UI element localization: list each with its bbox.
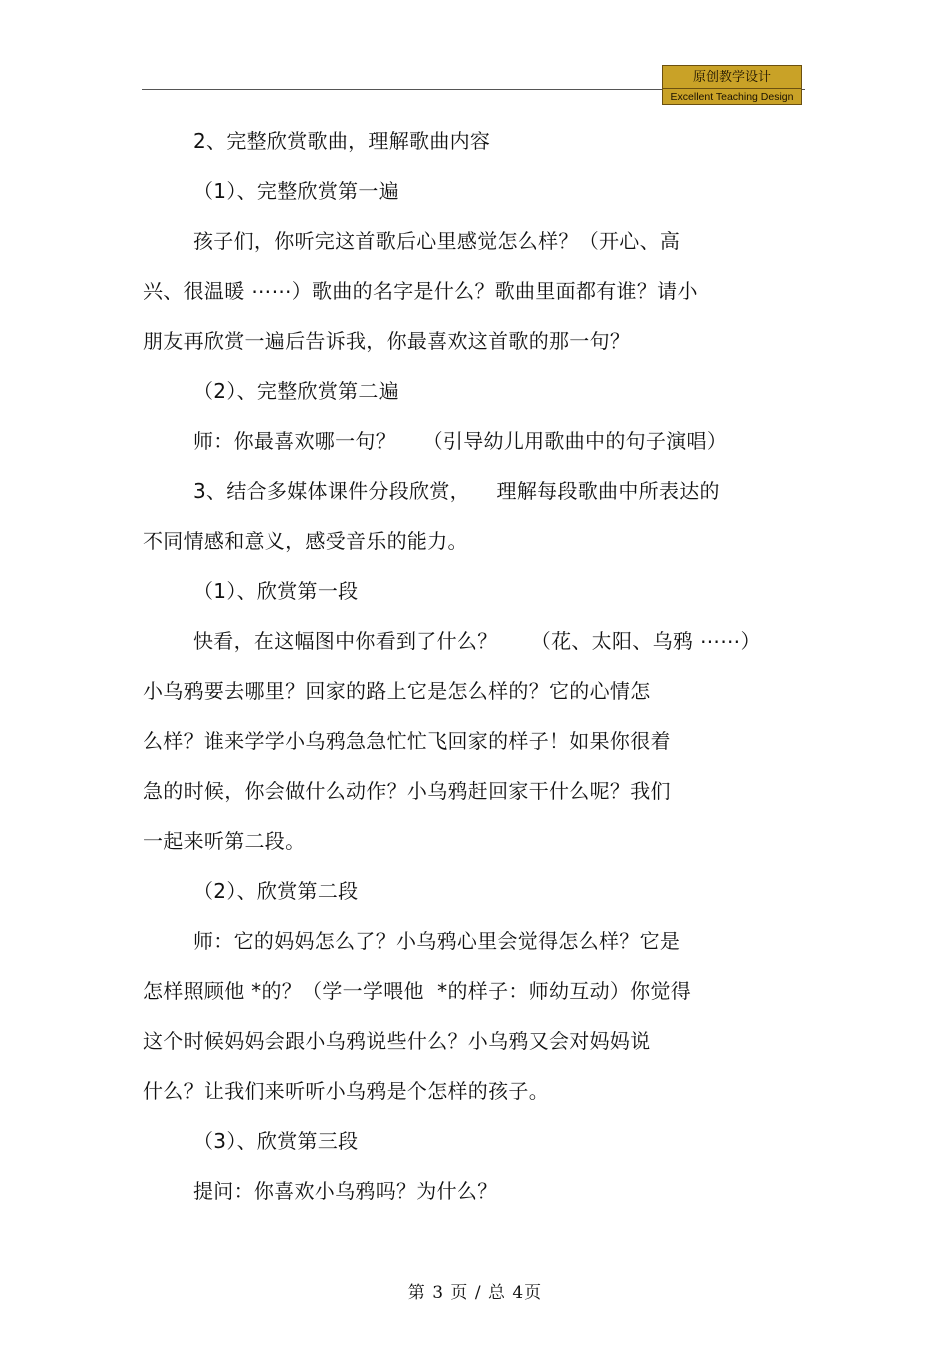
body-line: 这个时候妈妈会跟小乌鸦说些什么？小乌鸦又会对妈妈说	[143, 1029, 651, 1053]
body-line: （1）、完整欣赏第一遍	[193, 179, 400, 203]
header-badge	[662, 65, 802, 105]
body-line: （3）、欣赏第三段	[193, 1129, 359, 1153]
body-line: （2）、完整欣赏第二遍	[193, 379, 400, 403]
body-line: 3、结合多媒体课件分段欣赏， 理解每段歌曲中所表达的	[193, 479, 720, 503]
body-line: 怎样照顾他 *的？（学一学喂他 *的样子：师幼互动）你觉得	[143, 979, 692, 1003]
body-line: （1）、欣赏第一段	[193, 579, 359, 603]
body-line: 快看，在这幅图中你看到了什么？ （花、太阳、乌鸦 ⋯⋯）	[193, 629, 761, 653]
body-line: （2）、欣赏第二段	[193, 879, 359, 903]
body-line: 师：你最喜欢哪一句？ （引导幼儿用歌曲中的句子演唱）	[193, 429, 728, 453]
body-line: 什么？让我们来听听小乌鸦是个怎样的孩子。	[143, 1079, 549, 1103]
body-line: 朋友再欣赏一遍后告诉我，你最喜欢这首歌的那一句？	[143, 329, 631, 353]
page-number-footer: 第 3 页 / 总 4页	[407, 1283, 543, 1303]
body-line: 孩子们，你听完这首歌后心里感觉怎么样？（开心、高	[193, 229, 681, 253]
body-line: 师：它的妈妈怎么了？小乌鸦心里会觉得怎么样？它是	[193, 929, 681, 953]
badge-title-en: Excellent Teaching Design	[662, 89, 802, 105]
badge-title-cn: 原创教学设计	[662, 65, 802, 89]
body-line: 急的时候，你会做什么动作？小乌鸦赶回家干什么呢？我们	[143, 779, 671, 803]
body-line: 提问：你喜欢小乌鸦吗？为什么？	[193, 1179, 498, 1203]
body-line: 么样？谁来学学小乌鸦急急忙忙飞回家的样子！如果你很着	[143, 729, 671, 753]
body-line: 不同情感和意义，感受音乐的能力。	[143, 529, 468, 553]
body-line: 小乌鸦要去哪里？回家的路上它是怎么样的？它的心情怎	[143, 679, 651, 703]
body-line: 一起来听第二段。	[143, 829, 306, 853]
body-line: 兴、很温暖 ⋯⋯）歌曲的名字是什么？歌曲里面都有谁？请小	[143, 279, 698, 303]
body-line: 2、完整欣赏歌曲，理解歌曲内容	[193, 129, 491, 153]
